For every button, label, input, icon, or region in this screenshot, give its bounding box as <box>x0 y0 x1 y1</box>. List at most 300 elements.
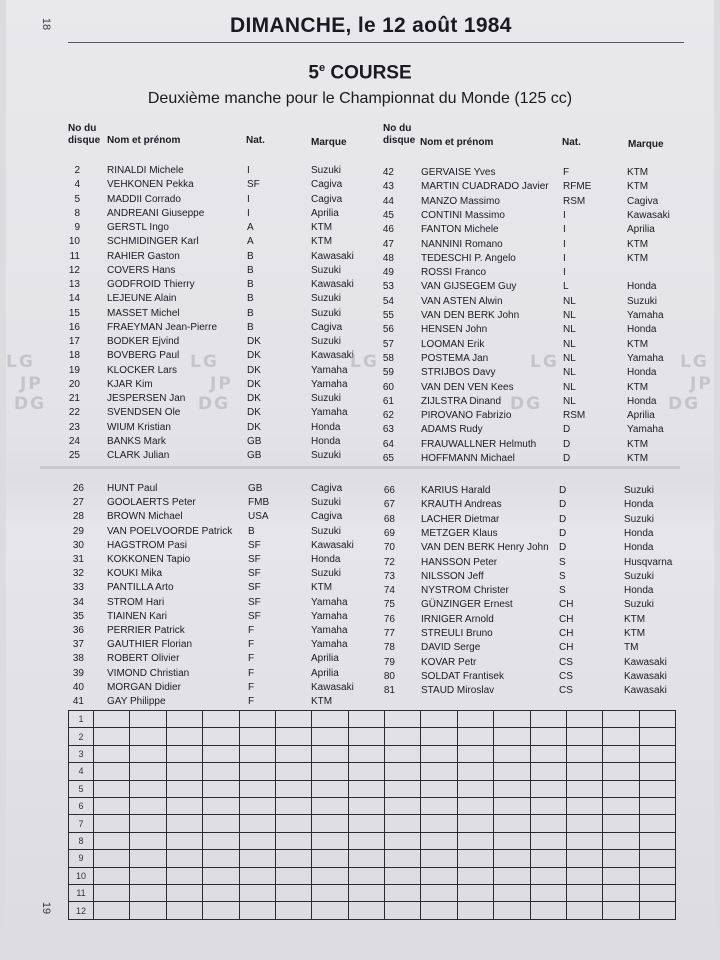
grid-cell <box>530 832 566 849</box>
brand: Suzuki <box>311 393 342 404</box>
grid-cell <box>639 850 675 867</box>
rider-name: NILSSON Jeff <box>421 570 484 582</box>
grid-cell <box>566 711 602 728</box>
rider-name: ANDREANI Giuseppe <box>107 207 205 219</box>
grid-cell <box>348 745 384 762</box>
brand: KTM <box>311 582 333 594</box>
brand: Kawasaki <box>311 539 354 551</box>
nationality: D <box>563 424 571 436</box>
rider-name: HAGSTROM Pasi <box>107 539 188 551</box>
entry-number: 33 <box>72 582 84 594</box>
entry-number: 25 <box>68 450 80 461</box>
watermark: DG <box>668 394 701 414</box>
nationality: F <box>248 639 255 651</box>
entry-number: 32 <box>72 568 84 580</box>
col-header-no-line2: disque <box>383 135 416 146</box>
grid-cell <box>603 867 639 884</box>
entry-number: 20 <box>68 378 80 390</box>
grid-cell <box>312 832 348 849</box>
entry-row <box>0 223 720 237</box>
race-title <box>0 62 720 84</box>
brand: Kawasaki <box>624 656 667 668</box>
grid-cell <box>530 745 566 762</box>
grid-cell <box>603 780 639 797</box>
grid-cell <box>457 885 493 902</box>
brand: Yamaha <box>627 352 664 364</box>
grid-cell <box>385 780 421 797</box>
entry-number: 69 <box>383 527 395 539</box>
entry-number: 67 <box>383 499 395 511</box>
rider-name: COVERS Hans <box>107 264 176 276</box>
grid-cell <box>166 885 202 902</box>
grid-cell <box>639 902 675 920</box>
grid-cell <box>239 902 275 920</box>
grid-cell <box>130 885 166 902</box>
entry-row <box>0 252 720 266</box>
grid-cell <box>603 711 639 728</box>
nationality: B <box>247 264 254 276</box>
entry-number: 73 <box>383 570 395 582</box>
watermark: DG <box>14 394 47 414</box>
rider-name: HENSEN John <box>421 324 488 336</box>
rider-name: ZIJLSTRA Dinand <box>421 395 502 407</box>
brand: Suzuki <box>311 293 342 305</box>
rider-name: GAY Philippe <box>107 696 166 707</box>
col-header-no-left <box>68 123 100 147</box>
nationality: B <box>247 307 254 319</box>
nationality: DK <box>247 364 261 376</box>
entry-number: 2 <box>74 165 80 176</box>
entry-row <box>0 309 720 323</box>
entry-number: 81 <box>383 685 395 697</box>
rider-name: KOKKONEN Tapio <box>107 554 191 565</box>
grid-cell <box>421 780 457 797</box>
nationality: DK <box>247 350 261 362</box>
col-header-no-right <box>383 123 415 147</box>
rider-name: GAUTHIER Florian <box>107 639 193 651</box>
entry-row <box>0 527 720 541</box>
nationality: NL <box>563 295 576 307</box>
nationality: SF <box>247 179 260 191</box>
grid-cell <box>239 711 275 728</box>
col-header-no-line1: No du <box>383 123 412 134</box>
grid-cell <box>385 711 421 728</box>
brand: Suzuki <box>311 450 342 461</box>
grid-cell <box>275 867 311 884</box>
entry-number: 44 <box>382 195 394 207</box>
grid-cell <box>566 850 602 867</box>
brand: KTM <box>624 628 646 639</box>
brand: Honda <box>627 281 657 293</box>
grid-row <box>69 850 676 867</box>
entry-number: 35 <box>72 610 84 622</box>
grid-cell <box>457 850 493 867</box>
nationality: A <box>247 236 254 248</box>
brand: TM <box>624 642 639 654</box>
nationality: RFME <box>563 181 592 193</box>
grid-cell <box>603 728 639 745</box>
entry-number: 63 <box>382 424 394 436</box>
brand: Suzuki <box>624 485 655 496</box>
entry-row <box>0 280 720 294</box>
rider-name: TEDESCHI P. Angelo <box>421 252 516 264</box>
col-header-no-line2: disque <box>68 135 101 146</box>
grid-cell <box>566 902 602 920</box>
grid-cell <box>421 902 457 920</box>
grid-cell <box>348 815 384 832</box>
entry-row <box>0 166 720 180</box>
grid-cell <box>239 745 275 762</box>
entry-number: 38 <box>72 653 84 665</box>
grid-cell <box>457 832 493 849</box>
brand: Suzuki <box>311 568 342 580</box>
entry-number: 43 <box>382 181 394 193</box>
entry-row <box>0 670 720 684</box>
watermark: JP <box>210 374 233 394</box>
watermark: LG <box>350 352 379 372</box>
col-header-nat-right: Nat. <box>562 137 581 148</box>
grid-cell <box>275 815 311 832</box>
nationality: SF <box>248 582 261 594</box>
entry-number: 16 <box>68 321 80 333</box>
entry-number: 68 <box>383 513 395 525</box>
grid-cell <box>166 867 202 884</box>
entry-number: 70 <box>383 542 395 554</box>
grid-cell <box>348 798 384 815</box>
watermark: DG <box>510 394 543 414</box>
entry-number: 58 <box>382 352 394 364</box>
brand: KTM <box>627 167 649 178</box>
grid-row <box>69 745 676 762</box>
nationality: I <box>247 165 250 176</box>
brand: Honda <box>624 585 654 597</box>
grid-cell <box>530 867 566 884</box>
grid-cell <box>348 728 384 745</box>
rider-name: BANKS Mark <box>107 435 166 447</box>
brand: Cagiva <box>311 193 343 205</box>
grid-cell <box>566 867 602 884</box>
grid-cell <box>530 902 566 920</box>
brand: Yamaha <box>627 310 664 321</box>
grid-cell <box>275 798 311 815</box>
col-header-nat-left: Nat. <box>246 135 265 146</box>
grid-cell <box>603 763 639 780</box>
entry-number: 34 <box>72 596 84 608</box>
grid-cell <box>566 745 602 762</box>
brand: Suzuki <box>624 513 655 525</box>
grid-cell <box>275 763 311 780</box>
brand: Aprilia <box>627 224 655 236</box>
grid-cell <box>494 780 530 797</box>
grid-cell <box>94 780 130 797</box>
col-header-name-right: Nom et prénom <box>420 137 494 148</box>
rider-name: RAHIER Gaston <box>107 250 180 262</box>
grid-row-number: 2 <box>69 728 94 745</box>
grid-cell <box>203 745 239 762</box>
grid-cell <box>94 885 130 902</box>
nationality: S <box>559 570 566 582</box>
grid-cell <box>130 798 166 815</box>
grid-cell <box>312 867 348 884</box>
grid-cell <box>166 763 202 780</box>
grid-cell <box>94 798 130 815</box>
grid-cell <box>494 763 530 780</box>
rider-name: CONTINI Massimo <box>421 209 505 221</box>
brand: Cagiva <box>311 511 343 523</box>
grid-cell <box>457 780 493 797</box>
grid-cell <box>130 867 166 884</box>
grid-row <box>69 798 676 815</box>
grid-cell <box>130 832 166 849</box>
grid-cell <box>421 885 457 902</box>
nationality: NL <box>563 310 576 321</box>
grid-cell <box>385 763 421 780</box>
brand: Honda <box>624 527 654 539</box>
entry-number: 46 <box>382 224 394 236</box>
nationality: DK <box>247 407 261 419</box>
entry-row <box>0 684 720 698</box>
entry-number: 41 <box>72 696 84 707</box>
col-header-marque-right: Marque <box>628 139 664 150</box>
nationality: NL <box>563 381 576 393</box>
grid-cell <box>166 832 202 849</box>
grid-cell <box>566 815 602 832</box>
rider-name: CLARK Julian <box>107 450 170 461</box>
grid-cell <box>494 832 530 849</box>
rider-name: HANSSON Peter <box>421 556 498 568</box>
rider-name: MANZO Massimo <box>421 195 500 207</box>
entry-row <box>0 570 720 584</box>
grid-cell <box>639 867 675 884</box>
grid-cell <box>457 728 493 745</box>
grid-row-number: 5 <box>69 780 94 797</box>
col-header-marque-left: Marque <box>311 137 347 148</box>
grid-cell <box>494 902 530 920</box>
grid-cell <box>312 815 348 832</box>
nationality: SF <box>248 568 261 580</box>
rider-name: LACHER Dietmar <box>421 513 500 525</box>
nationality: NL <box>563 395 576 407</box>
grid-cell <box>166 815 202 832</box>
nationality: CS <box>559 656 573 668</box>
grid-cell <box>530 763 566 780</box>
nationality: DK <box>247 336 261 347</box>
grid-cell <box>130 745 166 762</box>
grid-cell <box>348 711 384 728</box>
nationality: F <box>563 167 570 178</box>
brand: Honda <box>311 421 341 433</box>
brand: Suzuki <box>311 165 342 176</box>
entry-number: 36 <box>72 625 84 636</box>
nationality: I <box>563 224 566 236</box>
grid-cell <box>312 902 348 920</box>
rider-name: POSTEMA Jan <box>421 352 489 364</box>
grid-cell <box>275 850 311 867</box>
brand: Honda <box>627 324 657 336</box>
nationality: DK <box>247 421 261 433</box>
grid-cell <box>312 763 348 780</box>
grid-cell <box>275 780 311 797</box>
rider-name: KRAUTH Andreas <box>421 499 502 511</box>
rider-name: VIMOND Christian <box>107 667 190 679</box>
entry-number: 26 <box>72 483 84 494</box>
entry-number: 40 <box>72 681 84 693</box>
entry-row <box>0 656 720 670</box>
rider-name: TIAINEN Kari <box>107 610 168 622</box>
nationality: F <box>248 696 255 707</box>
grid-cell <box>566 780 602 797</box>
nationality: S <box>559 585 566 597</box>
grid-cell <box>385 798 421 815</box>
rider-name: METZGER Klaus <box>421 527 498 539</box>
rider-name: GODFROID Thierry <box>107 279 195 290</box>
nationality: SF <box>248 539 261 551</box>
brand: Cagiva <box>311 483 343 494</box>
nationality: D <box>559 513 567 525</box>
grid-cell <box>203 850 239 867</box>
entry-number: 60 <box>382 381 394 393</box>
entry-number: 39 <box>72 667 84 679</box>
grid-row-number: 12 <box>69 902 94 920</box>
grid-cell <box>94 728 130 745</box>
rider-name: VAN DEN BERK John <box>421 310 520 321</box>
entry-number: 80 <box>383 670 395 682</box>
brand: KTM <box>311 696 333 707</box>
brand: Suzuki <box>311 497 342 509</box>
entry-row <box>0 452 720 466</box>
entry-number: 31 <box>72 554 84 565</box>
entry-number: 45 <box>382 209 394 221</box>
nationality: B <box>248 525 255 537</box>
entry-row <box>0 498 720 512</box>
rider-name: VAN DEN VEN Kees <box>421 381 514 393</box>
grid-cell <box>494 745 530 762</box>
grid-cell <box>239 780 275 797</box>
grid-cell <box>494 728 530 745</box>
grid-cell <box>94 850 130 867</box>
brand: Kawasaki <box>311 350 354 362</box>
entry-row <box>0 423 720 437</box>
grid-cell <box>385 728 421 745</box>
entry-row <box>0 613 720 627</box>
entry-number: 4 <box>74 179 80 191</box>
grid-cell <box>603 902 639 920</box>
grid-cell <box>494 815 530 832</box>
nationality: S <box>559 556 566 568</box>
rider-name: SOLDAT Frantisek <box>421 670 504 682</box>
nationality: I <box>563 238 566 250</box>
entry-number: 5 <box>74 193 80 205</box>
entry-number: 56 <box>382 324 394 336</box>
grid-row <box>69 832 676 849</box>
grid-cell <box>239 815 275 832</box>
race-superscript: e <box>318 62 326 74</box>
grid-row-number: 10 <box>69 867 94 884</box>
grid-cell <box>203 832 239 849</box>
brand: Yamaha <box>311 378 348 390</box>
nationality: CH <box>559 642 574 654</box>
grid-cell <box>348 763 384 780</box>
entry-number: 30 <box>72 539 84 551</box>
brand: Aprilia <box>311 667 339 679</box>
brand: Yamaha <box>311 596 348 608</box>
rider-name: ADAMS Rudy <box>421 424 483 436</box>
brand: KTM <box>627 181 649 193</box>
nationality: DK <box>247 393 261 404</box>
entry-number: 49 <box>382 267 394 279</box>
nationality: I <box>563 267 566 279</box>
grid-cell <box>603 832 639 849</box>
watermark: DG <box>198 394 231 414</box>
grid-cell <box>203 815 239 832</box>
rider-name: MADDII Corrado <box>107 193 181 205</box>
grid-cell <box>130 815 166 832</box>
brand: Aprilia <box>627 410 655 422</box>
grid-cell <box>566 832 602 849</box>
brand: Husqvarna <box>624 556 673 568</box>
grid-cell <box>166 780 202 797</box>
rider-name: DAVID Serge <box>421 642 481 654</box>
grid-cell <box>239 867 275 884</box>
grid-cell <box>566 798 602 815</box>
grid-cell <box>457 902 493 920</box>
grid-cell <box>312 850 348 867</box>
grid-cell <box>457 815 493 832</box>
rider-name: SVENDSEN Ole <box>107 407 181 419</box>
entry-row <box>0 484 720 498</box>
rider-name: FANTON Michele <box>421 224 499 236</box>
nationality: NL <box>563 324 576 336</box>
entry-number: 74 <box>383 585 395 597</box>
brand: Honda <box>311 554 341 565</box>
race-label: COURSE <box>330 62 412 84</box>
nationality: B <box>247 293 254 305</box>
grid-cell <box>348 832 384 849</box>
rider-name: VAN POELVOORDE Patrick <box>107 525 233 537</box>
nationality: D <box>563 438 571 450</box>
grid-cell <box>166 745 202 762</box>
grid-cell <box>457 798 493 815</box>
grid-cell <box>639 745 675 762</box>
entry-row <box>0 180 720 194</box>
rider-name: VAN DEN BERK Henry John <box>421 542 549 554</box>
grid-cell <box>166 902 202 920</box>
grid-cell <box>530 711 566 728</box>
rider-name: PIROVANO Fabrizio <box>421 410 512 422</box>
grid-cell <box>94 902 130 920</box>
brand: Honda <box>624 542 654 554</box>
grid-row <box>69 885 676 902</box>
page-fold <box>40 466 680 469</box>
brand: Suzuki <box>311 336 342 347</box>
grid-cell <box>275 745 311 762</box>
entry-row <box>0 323 720 337</box>
entry-row <box>0 627 720 641</box>
brand: Yamaha <box>627 424 664 436</box>
grid-row <box>69 867 676 884</box>
brand: Suzuki <box>311 264 342 276</box>
grid-cell <box>494 885 530 902</box>
grid-row <box>69 711 676 728</box>
entry-row <box>0 238 720 252</box>
grid-cell <box>312 885 348 902</box>
entry-number: 57 <box>382 338 394 350</box>
grid-cell <box>385 850 421 867</box>
rider-name: GOOLAERTS Peter <box>107 497 196 509</box>
grid-cell <box>239 728 275 745</box>
grid-cell <box>130 850 166 867</box>
nationality: B <box>247 279 254 290</box>
